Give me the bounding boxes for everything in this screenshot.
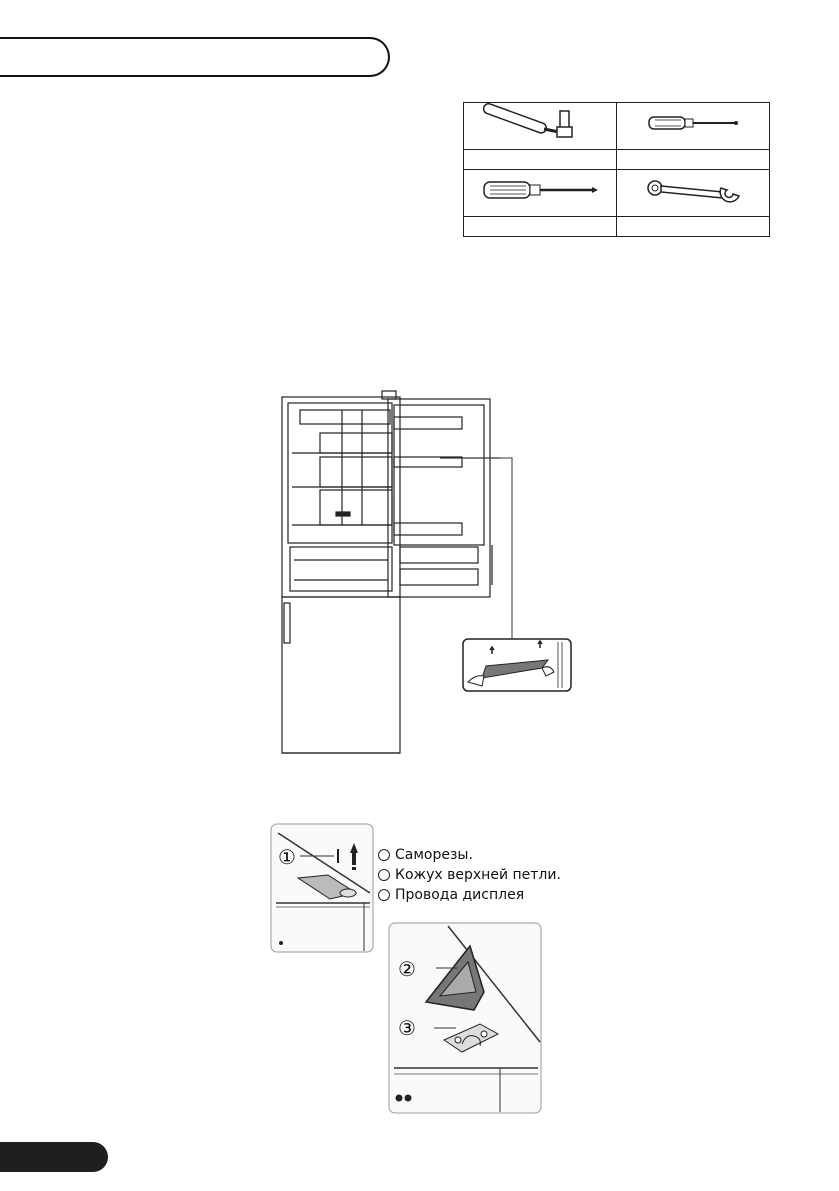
small-screwdriver-icon — [617, 103, 769, 144]
circle-bullet-icon — [378, 889, 390, 901]
tool-cell-socket-wrench — [464, 103, 617, 150]
socket-wrench-icon — [464, 103, 616, 144]
step1-marker: ① — [278, 845, 296, 869]
circle-bullet-icon — [378, 869, 390, 881]
step3-marker: ③ — [398, 1016, 416, 1040]
legend-row-3 — [378, 885, 561, 905]
legend-row-2 — [378, 865, 561, 885]
tool-cell-phillips-screwdriver — [464, 170, 617, 217]
page-footer-tab — [0, 1142, 108, 1172]
open-end-wrench-icon — [617, 170, 769, 211]
tools-table — [463, 102, 770, 237]
step2-marker: ② — [398, 957, 416, 981]
tool-cell-small-screwdriver — [617, 103, 770, 150]
callout-leader-line — [440, 455, 520, 645]
step1-top-hinge-photo — [270, 823, 374, 953]
tool-label-4 — [617, 217, 770, 237]
legend-item-1: Саморезы. — [395, 847, 473, 863]
circle-bullet-icon — [378, 849, 390, 861]
tool-label-1 — [464, 150, 617, 170]
tool-cell-open-end-wrench — [617, 170, 770, 217]
tool-label-2 — [617, 150, 770, 170]
legend-row-1 — [378, 845, 561, 865]
tool-label-3 — [464, 217, 617, 237]
phillips-screwdriver-icon — [464, 170, 616, 211]
shelf-removal-inset — [462, 638, 572, 692]
section-header-pill — [0, 37, 390, 77]
legend-item-3: Провода дисплея — [395, 887, 525, 903]
parts-legend — [378, 845, 561, 905]
legend-item-2: Кожух верхней петли. — [395, 867, 561, 883]
